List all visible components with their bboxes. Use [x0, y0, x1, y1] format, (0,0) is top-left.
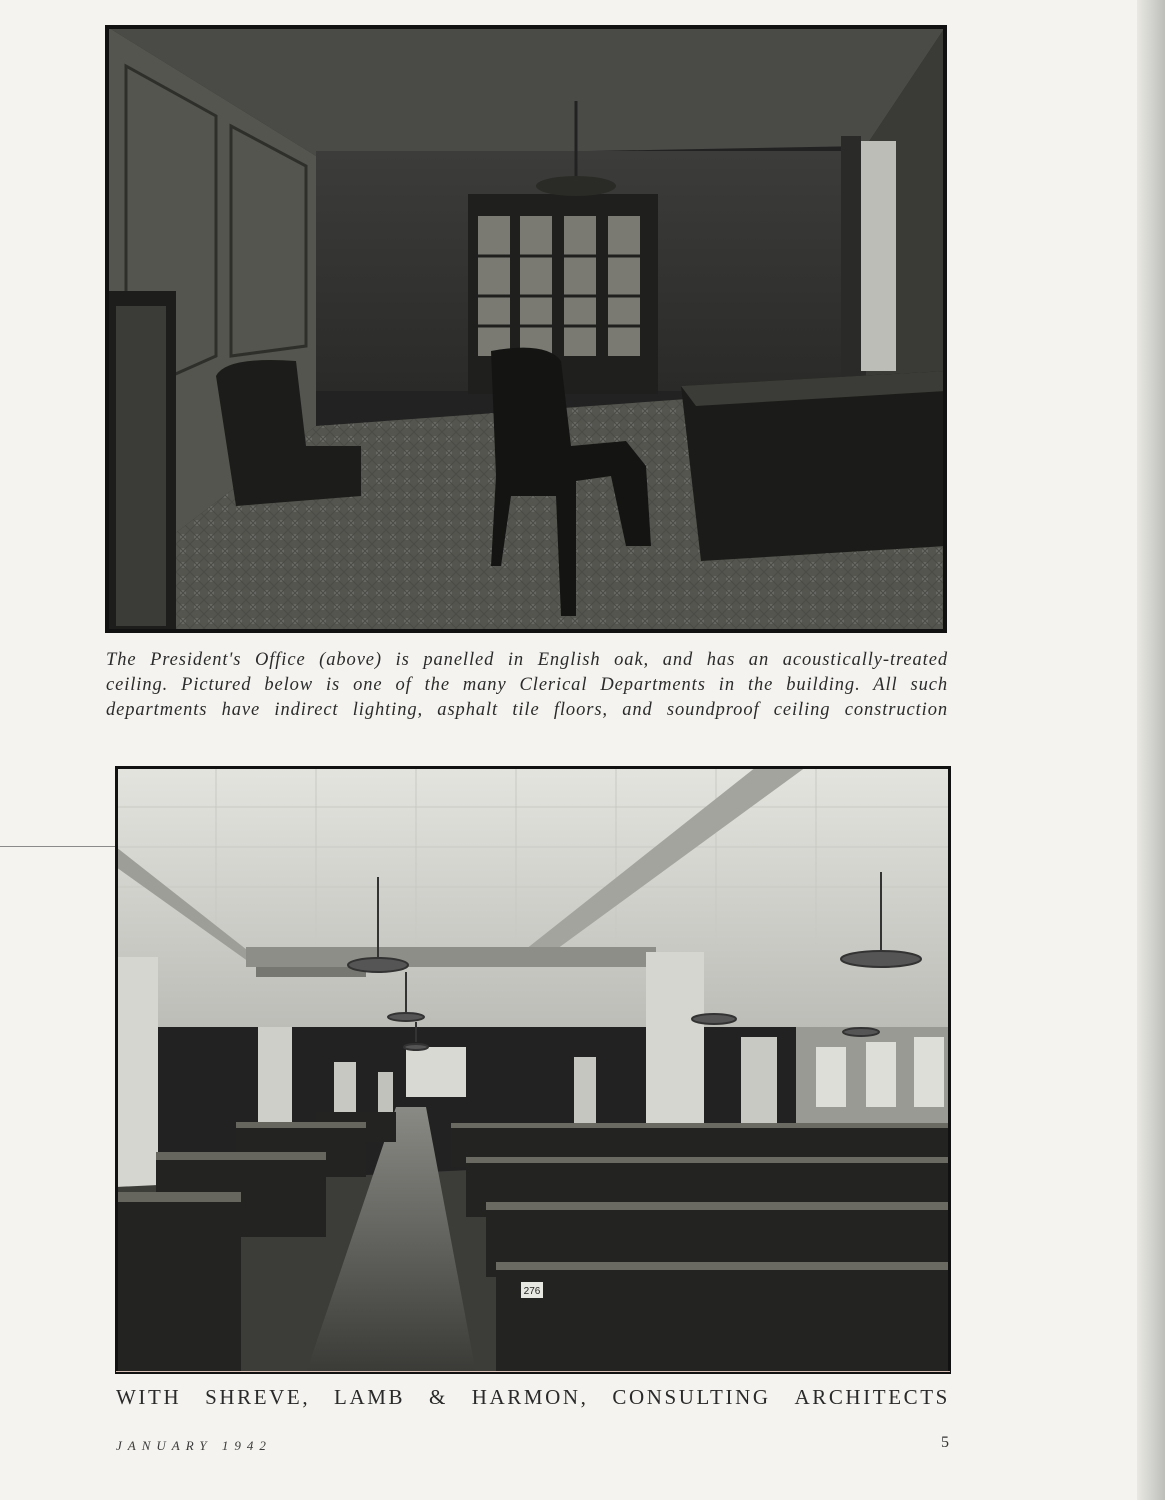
credit-word-consulting: CONSULTING	[612, 1385, 771, 1409]
credit-word-shreve: SHREVE,	[205, 1385, 311, 1409]
architects-credit	[116, 1385, 950, 1410]
page-edge-shadow	[1137, 0, 1165, 1500]
page-number: 5	[941, 1434, 949, 1451]
credit-word-architects: ARCHITECTS	[794, 1385, 950, 1409]
caption-line-3: departments have indirect lighting, asphalt tile floors, and soundproof ceiling construction	[106, 700, 948, 720]
presidents-office-photo	[106, 26, 946, 632]
caption-line-1: The President's Office (above) is panelled in English oak, and has an acoustically-treated	[106, 650, 948, 670]
credit-word-lamb: LAMB	[334, 1385, 406, 1409]
clerical-department-photo	[116, 767, 950, 1373]
caption-line-2: ceiling. Pictured below is one of the many Clerical Departments in the building. All such	[106, 675, 948, 695]
desk-number-tag: 276	[523, 1286, 541, 1297]
separator-rule	[116, 1371, 950, 1372]
photo-caption	[106, 648, 948, 723]
credit-word-harmon: HARMON,	[471, 1385, 589, 1409]
scan-artifact-line	[0, 846, 120, 847]
credit-word-with: WITH	[116, 1385, 182, 1409]
issue-date: JANUARY 1942	[116, 1438, 272, 1453]
credit-word-ampersand: &	[428, 1385, 448, 1409]
